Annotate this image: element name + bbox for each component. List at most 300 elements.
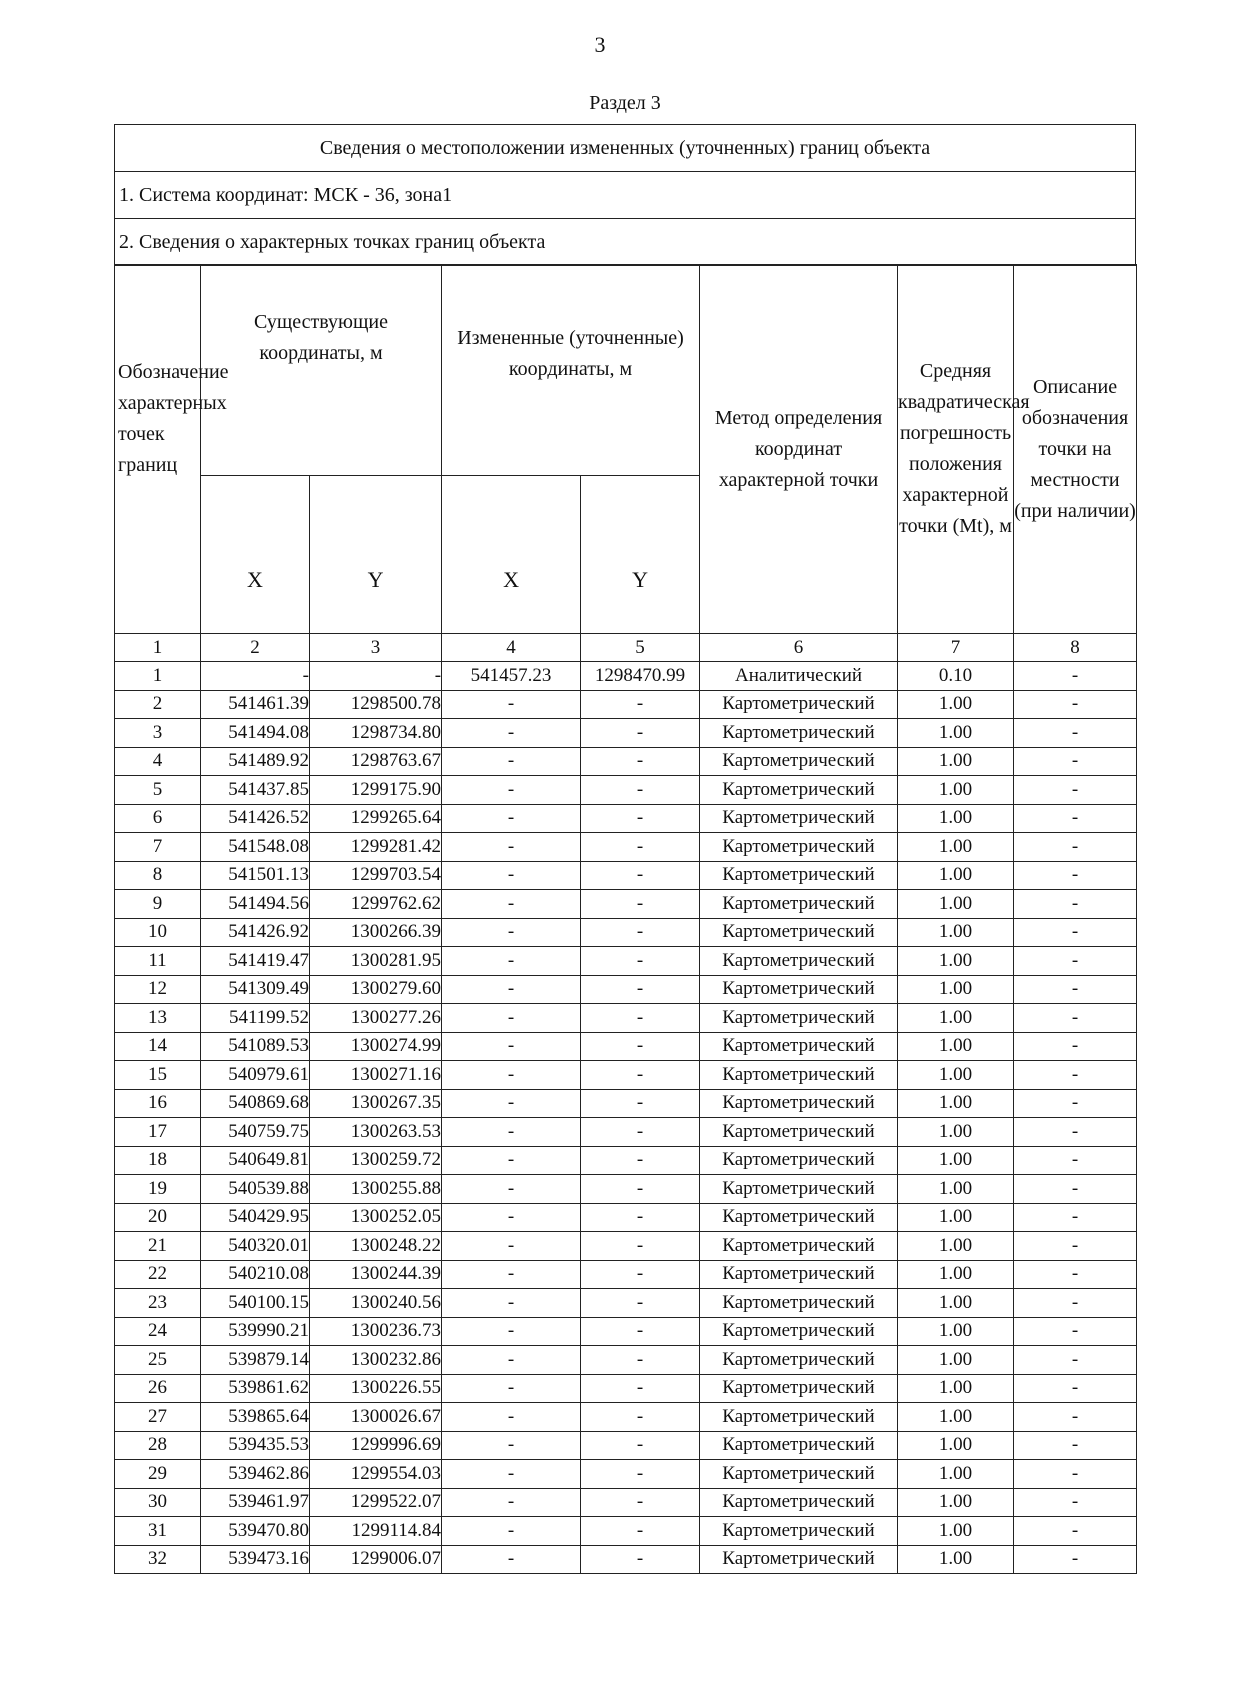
existing-x-cell: 540759.75 bbox=[201, 1118, 310, 1147]
column-number: 7 bbox=[898, 634, 1014, 662]
method-cell: Картометрический bbox=[700, 1232, 898, 1261]
changed-x-cell: - bbox=[442, 1431, 581, 1460]
header-designation: Обозначение характерных точек границ bbox=[115, 265, 201, 634]
existing-x-cell: 539462.86 bbox=[201, 1460, 310, 1489]
point-number-cell: 7 bbox=[115, 833, 201, 862]
point-number-cell: 31 bbox=[115, 1517, 201, 1546]
point-number-cell: 21 bbox=[115, 1232, 201, 1261]
table-row bbox=[115, 1517, 1137, 1546]
header-existing-x: X bbox=[201, 476, 310, 634]
existing-x-cell: 540100.15 bbox=[201, 1289, 310, 1318]
changed-x-cell: 541457.23 bbox=[442, 662, 581, 691]
existing-x-cell: 540320.01 bbox=[201, 1232, 310, 1261]
existing-y-cell: 1300271.16 bbox=[310, 1061, 442, 1090]
method-cell: Картометрический bbox=[700, 890, 898, 919]
changed-x-cell: - bbox=[442, 918, 581, 947]
changed-y-cell: - bbox=[581, 1346, 700, 1375]
changed-x-cell: - bbox=[442, 1289, 581, 1318]
changed-y-cell: - bbox=[581, 1175, 700, 1204]
changed-x-cell: - bbox=[442, 690, 581, 719]
existing-y-cell: 1300279.60 bbox=[310, 975, 442, 1004]
existing-y-cell: 1300277.26 bbox=[310, 1004, 442, 1033]
column-number: 4 bbox=[442, 634, 581, 662]
changed-y-cell: 1298470.99 bbox=[581, 662, 700, 691]
point-number-cell: 4 bbox=[115, 747, 201, 776]
changed-y-cell: - bbox=[581, 1203, 700, 1232]
description-cell: - bbox=[1014, 1146, 1137, 1175]
changed-x-cell: - bbox=[442, 1403, 581, 1432]
error-cell: 1.00 bbox=[898, 690, 1014, 719]
existing-y-cell: 1299996.69 bbox=[310, 1431, 442, 1460]
table-row bbox=[115, 1061, 1137, 1090]
changed-x-cell: - bbox=[442, 975, 581, 1004]
error-cell: 1.00 bbox=[898, 1118, 1014, 1147]
changed-x-cell: - bbox=[442, 1004, 581, 1033]
existing-y-cell: 1300267.35 bbox=[310, 1089, 442, 1118]
error-cell: 1.00 bbox=[898, 1004, 1014, 1033]
points-caption: 2. Сведения о характерных точках границ объекта bbox=[115, 219, 1136, 266]
changed-x-cell: - bbox=[442, 1032, 581, 1061]
table-row bbox=[115, 1346, 1137, 1375]
error-cell: 1.00 bbox=[898, 1517, 1014, 1546]
point-number-cell: 9 bbox=[115, 890, 201, 919]
page-number: 3 bbox=[594, 32, 606, 57]
error-cell: 1.00 bbox=[898, 947, 1014, 976]
description-cell: - bbox=[1014, 1346, 1137, 1375]
existing-y-cell: - bbox=[310, 662, 442, 691]
point-number-cell: 30 bbox=[115, 1488, 201, 1517]
error-cell: 1.00 bbox=[898, 1061, 1014, 1090]
description-cell: - bbox=[1014, 1317, 1137, 1346]
table-row bbox=[115, 1289, 1137, 1318]
changed-y-cell: - bbox=[581, 1004, 700, 1033]
table-row bbox=[115, 1175, 1137, 1204]
error-cell: 1.00 bbox=[898, 918, 1014, 947]
existing-y-cell: 1300266.39 bbox=[310, 918, 442, 947]
changed-x-cell: - bbox=[442, 833, 581, 862]
table-row bbox=[115, 975, 1137, 1004]
method-cell: Картометрический bbox=[700, 1346, 898, 1375]
existing-y-cell: 1299281.42 bbox=[310, 833, 442, 862]
existing-y-cell: 1300236.73 bbox=[310, 1317, 442, 1346]
changed-x-cell: - bbox=[442, 1061, 581, 1090]
changed-x-cell: - bbox=[442, 804, 581, 833]
method-cell: Картометрический bbox=[700, 1175, 898, 1204]
changed-x-cell: - bbox=[442, 1175, 581, 1204]
changed-y-cell: - bbox=[581, 975, 700, 1004]
table-row bbox=[115, 804, 1137, 833]
description-cell: - bbox=[1014, 1089, 1137, 1118]
changed-y-cell: - bbox=[581, 747, 700, 776]
method-cell: Картометрический bbox=[700, 975, 898, 1004]
error-cell: 1.00 bbox=[898, 1460, 1014, 1489]
description-cell: - bbox=[1014, 1032, 1137, 1061]
table-row bbox=[115, 1146, 1137, 1175]
changed-y-cell: - bbox=[581, 1232, 700, 1261]
existing-y-cell: 1298734.80 bbox=[310, 719, 442, 748]
changed-y-cell: - bbox=[581, 1317, 700, 1346]
description-cell: - bbox=[1014, 1175, 1137, 1204]
error-cell: 1.00 bbox=[898, 975, 1014, 1004]
table-row bbox=[115, 776, 1137, 805]
table-row bbox=[115, 1232, 1137, 1261]
point-number-cell: 10 bbox=[115, 918, 201, 947]
column-number: 8 bbox=[1014, 634, 1137, 662]
existing-x-cell: 541199.52 bbox=[201, 1004, 310, 1033]
existing-y-cell: 1300244.39 bbox=[310, 1260, 442, 1289]
header-existing-y: Y bbox=[310, 476, 442, 634]
changed-y-cell: - bbox=[581, 1374, 700, 1403]
error-cell: 1.00 bbox=[898, 1488, 1014, 1517]
header-method: Метод определения координат характерной точки bbox=[700, 265, 898, 634]
point-number-cell: 2 bbox=[115, 690, 201, 719]
column-number: 2 bbox=[201, 634, 310, 662]
method-cell: Картометрический bbox=[700, 1317, 898, 1346]
header-row-top bbox=[115, 265, 1137, 476]
method-cell: Картометрический bbox=[700, 1488, 898, 1517]
info-row-system bbox=[115, 172, 1136, 219]
existing-x-cell: 541548.08 bbox=[201, 833, 310, 862]
existing-x-cell: 541489.92 bbox=[201, 747, 310, 776]
table-row bbox=[115, 719, 1137, 748]
existing-y-cell: 1299114.84 bbox=[310, 1517, 442, 1546]
changed-x-cell: - bbox=[442, 1232, 581, 1261]
point-number-cell: 29 bbox=[115, 1460, 201, 1489]
existing-y-cell: 1299522.07 bbox=[310, 1488, 442, 1517]
changed-y-cell: - bbox=[581, 1260, 700, 1289]
error-cell: 1.00 bbox=[898, 833, 1014, 862]
description-cell: - bbox=[1014, 975, 1137, 1004]
error-cell: 1.00 bbox=[898, 1346, 1014, 1375]
point-number-cell: 23 bbox=[115, 1289, 201, 1318]
changed-x-cell: - bbox=[442, 719, 581, 748]
table-row bbox=[115, 662, 1137, 691]
changed-y-cell: - bbox=[581, 1089, 700, 1118]
changed-y-cell: - bbox=[581, 833, 700, 862]
method-cell: Картометрический bbox=[700, 1203, 898, 1232]
existing-x-cell: 540869.68 bbox=[201, 1089, 310, 1118]
method-cell: Картометрический bbox=[700, 1403, 898, 1432]
point-number-cell: 14 bbox=[115, 1032, 201, 1061]
existing-y-cell: 1299703.54 bbox=[310, 861, 442, 890]
points-body bbox=[115, 662, 1137, 1574]
changed-x-cell: - bbox=[442, 747, 581, 776]
header-changed-y: Y bbox=[581, 476, 700, 634]
point-number-cell: 32 bbox=[115, 1545, 201, 1574]
changed-y-cell: - bbox=[581, 1061, 700, 1090]
method-cell: Аналитический bbox=[700, 662, 898, 691]
point-number-cell: 25 bbox=[115, 1346, 201, 1375]
error-cell: 1.00 bbox=[898, 1317, 1014, 1346]
table-row bbox=[115, 1431, 1137, 1460]
method-cell: Картометрический bbox=[700, 1460, 898, 1489]
description-cell: - bbox=[1014, 1118, 1137, 1147]
column-number: 3 bbox=[310, 634, 442, 662]
existing-x-cell: 541419.47 bbox=[201, 947, 310, 976]
changed-y-cell: - bbox=[581, 1460, 700, 1489]
error-cell: 1.00 bbox=[898, 1545, 1014, 1574]
error-cell: 1.00 bbox=[898, 804, 1014, 833]
description-cell: - bbox=[1014, 1289, 1137, 1318]
error-cell: 1.00 bbox=[898, 1089, 1014, 1118]
existing-x-cell: 539861.62 bbox=[201, 1374, 310, 1403]
changed-x-cell: - bbox=[442, 1317, 581, 1346]
info-row-title bbox=[115, 125, 1136, 172]
changed-y-cell: - bbox=[581, 947, 700, 976]
existing-y-cell: 1298500.78 bbox=[310, 690, 442, 719]
existing-x-cell: 539461.97 bbox=[201, 1488, 310, 1517]
existing-x-cell: 541426.92 bbox=[201, 918, 310, 947]
table-row bbox=[115, 918, 1137, 947]
existing-y-cell: 1299265.64 bbox=[310, 804, 442, 833]
method-cell: Картометрический bbox=[700, 1517, 898, 1546]
changed-y-cell: - bbox=[581, 918, 700, 947]
changed-y-cell: - bbox=[581, 1545, 700, 1574]
table-row bbox=[115, 861, 1137, 890]
description-cell: - bbox=[1014, 1203, 1137, 1232]
table-row bbox=[115, 1032, 1137, 1061]
point-number-cell: 27 bbox=[115, 1403, 201, 1432]
existing-x-cell: 539435.53 bbox=[201, 1431, 310, 1460]
point-number-cell: 15 bbox=[115, 1061, 201, 1090]
table-row bbox=[115, 1004, 1137, 1033]
changed-x-cell: - bbox=[442, 1118, 581, 1147]
method-cell: Картометрический bbox=[700, 1118, 898, 1147]
description-cell: - bbox=[1014, 1061, 1137, 1090]
point-number-cell: 18 bbox=[115, 1146, 201, 1175]
existing-x-cell: 540539.88 bbox=[201, 1175, 310, 1204]
description-cell: - bbox=[1014, 776, 1137, 805]
point-number-cell: 24 bbox=[115, 1317, 201, 1346]
table-row bbox=[115, 1488, 1137, 1517]
column-number: 6 bbox=[700, 634, 898, 662]
method-cell: Картометрический bbox=[700, 947, 898, 976]
point-number-cell: 6 bbox=[115, 804, 201, 833]
description-cell: - bbox=[1014, 1403, 1137, 1432]
error-cell: 1.00 bbox=[898, 1374, 1014, 1403]
error-cell: 1.00 bbox=[898, 1289, 1014, 1318]
description-cell: - bbox=[1014, 947, 1137, 976]
point-number-cell: 3 bbox=[115, 719, 201, 748]
table-title: Сведения о местоположении измененных (уточненных) границ объекта bbox=[115, 125, 1136, 172]
section-title: Раздел 3 bbox=[589, 92, 661, 114]
description-cell: - bbox=[1014, 662, 1137, 691]
changed-y-cell: - bbox=[581, 719, 700, 748]
existing-y-cell: 1300255.88 bbox=[310, 1175, 442, 1204]
table-row bbox=[115, 1403, 1137, 1432]
description-cell: - bbox=[1014, 1488, 1137, 1517]
changed-y-cell: - bbox=[581, 776, 700, 805]
coordinate-system: 1. Система координат: МСК - 36, зона1 bbox=[115, 172, 1136, 219]
method-cell: Картометрический bbox=[700, 1004, 898, 1033]
table-row bbox=[115, 1545, 1137, 1574]
error-cell: 1.00 bbox=[898, 890, 1014, 919]
method-cell: Картометрический bbox=[700, 747, 898, 776]
existing-x-cell: 541426.52 bbox=[201, 804, 310, 833]
error-cell: 1.00 bbox=[898, 1232, 1014, 1261]
changed-x-cell: - bbox=[442, 1146, 581, 1175]
changed-x-cell: - bbox=[442, 1545, 581, 1574]
changed-x-cell: - bbox=[442, 1346, 581, 1375]
header-changed-coordinates: Измененные (уточненные) координаты, м bbox=[442, 265, 700, 476]
changed-x-cell: - bbox=[442, 1203, 581, 1232]
changed-x-cell: - bbox=[442, 890, 581, 919]
changed-x-cell: - bbox=[442, 1260, 581, 1289]
error-cell: 0.10 bbox=[898, 662, 1014, 691]
points-table bbox=[114, 264, 1137, 1574]
existing-y-cell: 1300281.95 bbox=[310, 947, 442, 976]
method-cell: Картометрический bbox=[700, 861, 898, 890]
description-cell: - bbox=[1014, 1374, 1137, 1403]
changed-y-cell: - bbox=[581, 1146, 700, 1175]
description-cell: - bbox=[1014, 833, 1137, 862]
method-cell: Картометрический bbox=[700, 1374, 898, 1403]
info-table bbox=[114, 124, 1136, 266]
point-number-cell: 22 bbox=[115, 1260, 201, 1289]
changed-y-cell: - bbox=[581, 890, 700, 919]
header-existing-coordinates: Существующие координаты, м bbox=[201, 265, 442, 476]
changed-x-cell: - bbox=[442, 1089, 581, 1118]
changed-y-cell: - bbox=[581, 1488, 700, 1517]
info-row-caption bbox=[115, 219, 1136, 266]
column-number: 5 bbox=[581, 634, 700, 662]
existing-x-cell: 541089.53 bbox=[201, 1032, 310, 1061]
point-number-cell: 26 bbox=[115, 1374, 201, 1403]
changed-y-cell: - bbox=[581, 1431, 700, 1460]
point-number-cell: 13 bbox=[115, 1004, 201, 1033]
column-number: 1 bbox=[115, 634, 201, 662]
existing-y-cell: 1299554.03 bbox=[310, 1460, 442, 1489]
table-row bbox=[115, 1460, 1137, 1489]
point-number-cell: 20 bbox=[115, 1203, 201, 1232]
changed-x-cell: - bbox=[442, 1374, 581, 1403]
error-cell: 1.00 bbox=[898, 1175, 1014, 1204]
existing-x-cell: - bbox=[201, 662, 310, 691]
point-number-cell: 8 bbox=[115, 861, 201, 890]
table-row bbox=[115, 1203, 1137, 1232]
point-number-cell: 16 bbox=[115, 1089, 201, 1118]
description-cell: - bbox=[1014, 1004, 1137, 1033]
description-cell: - bbox=[1014, 719, 1137, 748]
existing-y-cell: 1300226.55 bbox=[310, 1374, 442, 1403]
existing-x-cell: 541309.49 bbox=[201, 975, 310, 1004]
method-cell: Картометрический bbox=[700, 1260, 898, 1289]
changed-x-cell: - bbox=[442, 861, 581, 890]
existing-x-cell: 539865.64 bbox=[201, 1403, 310, 1432]
error-cell: 1.00 bbox=[898, 747, 1014, 776]
point-number-cell: 19 bbox=[115, 1175, 201, 1204]
method-cell: Картометрический bbox=[700, 776, 898, 805]
changed-x-cell: - bbox=[442, 1517, 581, 1546]
header-description: Описание обозначения точки на местности (при наличии) bbox=[1014, 265, 1137, 634]
table-row bbox=[115, 690, 1137, 719]
existing-x-cell: 540649.81 bbox=[201, 1146, 310, 1175]
description-cell: - bbox=[1014, 890, 1137, 919]
table-row bbox=[115, 833, 1137, 862]
method-cell: Картометрический bbox=[700, 1289, 898, 1318]
existing-y-cell: 1300232.86 bbox=[310, 1346, 442, 1375]
changed-y-cell: - bbox=[581, 861, 700, 890]
error-cell: 1.00 bbox=[898, 861, 1014, 890]
method-cell: Картометрический bbox=[700, 1032, 898, 1061]
point-number-cell: 17 bbox=[115, 1118, 201, 1147]
existing-x-cell: 541461.39 bbox=[201, 690, 310, 719]
existing-x-cell: 539470.80 bbox=[201, 1517, 310, 1546]
existing-x-cell: 540210.08 bbox=[201, 1260, 310, 1289]
method-cell: Картометрический bbox=[700, 690, 898, 719]
existing-y-cell: 1300248.22 bbox=[310, 1232, 442, 1261]
changed-x-cell: - bbox=[442, 1460, 581, 1489]
method-cell: Картометрический bbox=[700, 1431, 898, 1460]
method-cell: Картометрический bbox=[700, 1545, 898, 1574]
changed-x-cell: - bbox=[442, 1488, 581, 1517]
changed-y-cell: - bbox=[581, 1032, 700, 1061]
table-row bbox=[115, 1089, 1137, 1118]
existing-y-cell: 1300026.67 bbox=[310, 1403, 442, 1432]
table-row bbox=[115, 747, 1137, 776]
changed-x-cell: - bbox=[442, 776, 581, 805]
method-cell: Картометрический bbox=[700, 918, 898, 947]
description-cell: - bbox=[1014, 690, 1137, 719]
error-cell: 1.00 bbox=[898, 1203, 1014, 1232]
existing-y-cell: 1300259.72 bbox=[310, 1146, 442, 1175]
point-number-cell: 5 bbox=[115, 776, 201, 805]
description-cell: - bbox=[1014, 918, 1137, 947]
point-number-cell: 12 bbox=[115, 975, 201, 1004]
existing-y-cell: 1300263.53 bbox=[310, 1118, 442, 1147]
existing-x-cell: 540979.61 bbox=[201, 1061, 310, 1090]
existing-y-cell: 1300240.56 bbox=[310, 1289, 442, 1318]
method-cell: Картометрический bbox=[700, 719, 898, 748]
table-row bbox=[115, 1374, 1137, 1403]
changed-y-cell: - bbox=[581, 1517, 700, 1546]
changed-x-cell: - bbox=[442, 947, 581, 976]
method-cell: Картометрический bbox=[700, 1146, 898, 1175]
existing-x-cell: 541494.56 bbox=[201, 890, 310, 919]
existing-x-cell: 541494.08 bbox=[201, 719, 310, 748]
method-cell: Картометрический bbox=[700, 833, 898, 862]
existing-y-cell: 1300274.99 bbox=[310, 1032, 442, 1061]
column-numbers-row bbox=[115, 634, 1137, 662]
changed-y-cell: - bbox=[581, 1403, 700, 1432]
method-cell: Картометрический bbox=[700, 1089, 898, 1118]
description-cell: - bbox=[1014, 747, 1137, 776]
error-cell: 1.00 bbox=[898, 1260, 1014, 1289]
existing-x-cell: 539473.16 bbox=[201, 1545, 310, 1574]
changed-y-cell: - bbox=[581, 690, 700, 719]
error-cell: 1.00 bbox=[898, 1431, 1014, 1460]
error-cell: 1.00 bbox=[898, 1032, 1014, 1061]
error-cell: 1.00 bbox=[898, 719, 1014, 748]
existing-x-cell: 539879.14 bbox=[201, 1346, 310, 1375]
description-cell: - bbox=[1014, 1460, 1137, 1489]
description-cell: - bbox=[1014, 1517, 1137, 1546]
method-cell: Картометрический bbox=[700, 804, 898, 833]
error-cell: 1.00 bbox=[898, 776, 1014, 805]
description-cell: - bbox=[1014, 1545, 1137, 1574]
existing-y-cell: 1298763.67 bbox=[310, 747, 442, 776]
changed-y-cell: - bbox=[581, 1289, 700, 1318]
point-number-cell: 11 bbox=[115, 947, 201, 976]
description-cell: - bbox=[1014, 1232, 1137, 1261]
description-cell: - bbox=[1014, 861, 1137, 890]
existing-y-cell: 1299175.90 bbox=[310, 776, 442, 805]
table-row bbox=[115, 1317, 1137, 1346]
error-cell: 1.00 bbox=[898, 1403, 1014, 1432]
header-mean-square-error: Средняя квадратическая погрешность положения характерной точки (Mt), м bbox=[898, 265, 1014, 634]
point-number-cell: 1 bbox=[115, 662, 201, 691]
changed-y-cell: - bbox=[581, 1118, 700, 1147]
